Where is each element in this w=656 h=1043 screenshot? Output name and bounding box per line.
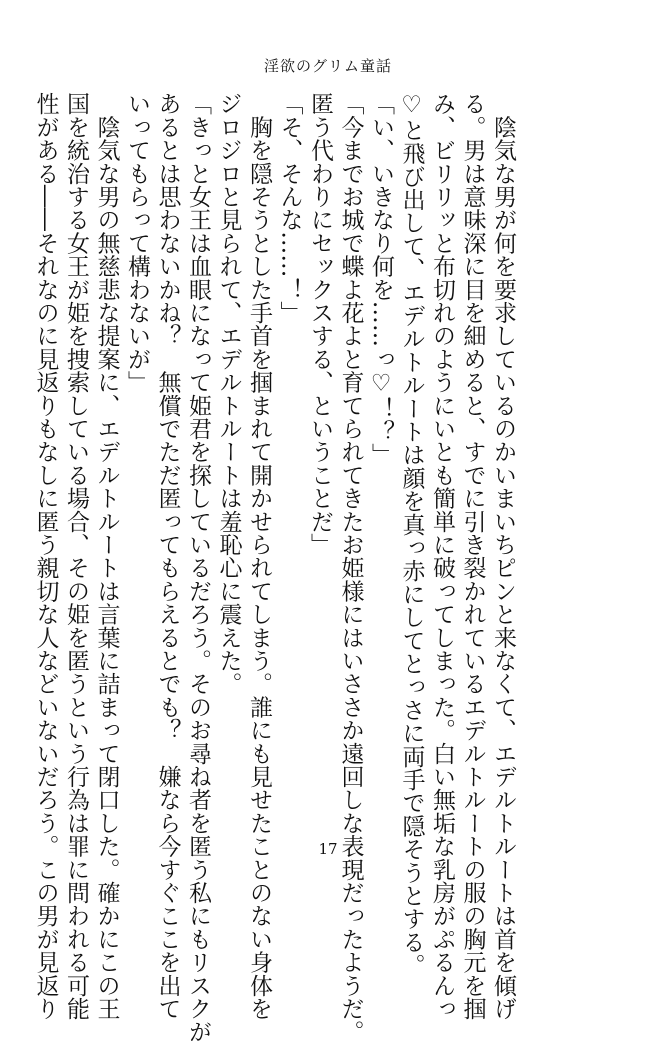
text-line: ♡と飛び出して、エデルトルートは顔を真っ赤にしてとっさに両手で隠そうとする。	[398, 92, 425, 977]
text-line: 陰気な男の無慈悲な提案に、エデルトルートは言葉に詰まって閉口した。確かにこの王	[93, 92, 120, 1020]
text-line: いってもらって構わないが」	[124, 92, 150, 394]
text-line: 国を統治する女王が姫を捜索している場合、その姫を匿うという行為は罪に問われる可能	[63, 92, 89, 1020]
text-line: 「きっと女王は血眼になって姫君を探しているだろう。そのお尋ね者を匿う私にもリスクが	[185, 92, 211, 1043]
text-line: 「今までお城で蝶よ花よと育てられてきたお姫様にはいささか遠回しな表現だったようだ。	[337, 92, 364, 1043]
text-line: み、ビリリッと布切れのようにいとも簡単に破ってしまった。白い無垢な乳房がぷるんっ	[429, 92, 455, 1020]
text-line: 「そ、そんな……！」	[276, 92, 303, 324]
text-line: る。男は意味深に目を細めると、すでに引き裂かれているエデルトルートの服の胸元を掴	[459, 92, 486, 1020]
text-line: ジロジロと見られて、エデルトルートは羞恥心に震えた。	[215, 92, 242, 696]
text-line: 匿う代わりにセックスする、ということだ」	[307, 92, 333, 556]
running-head-title: 淫欲のグリム童話	[263, 57, 392, 75]
page-number: 17	[318, 840, 338, 858]
text-line: 「い、いきなり何を……っ♡！？」	[368, 92, 394, 467]
text-line: 性がある――それなのに見返りもなしに匿う親切な人などいないだろう。この男が見返り	[32, 92, 59, 1020]
text-line: 胸を隠そうとした手首を掴まれて開かせられてしまう。誰にも見せたことのない身体を	[246, 92, 272, 1020]
text-line: あるとは思わないかね？ 無償でただ匿ってもらえるとでも？ 嫌なら今すぐここを出て	[154, 92, 181, 1020]
text-line: 陰気な男が何を要求しているのかいまいちピンと来なくて、エデルトルートは首を傾げ	[490, 92, 516, 1020]
